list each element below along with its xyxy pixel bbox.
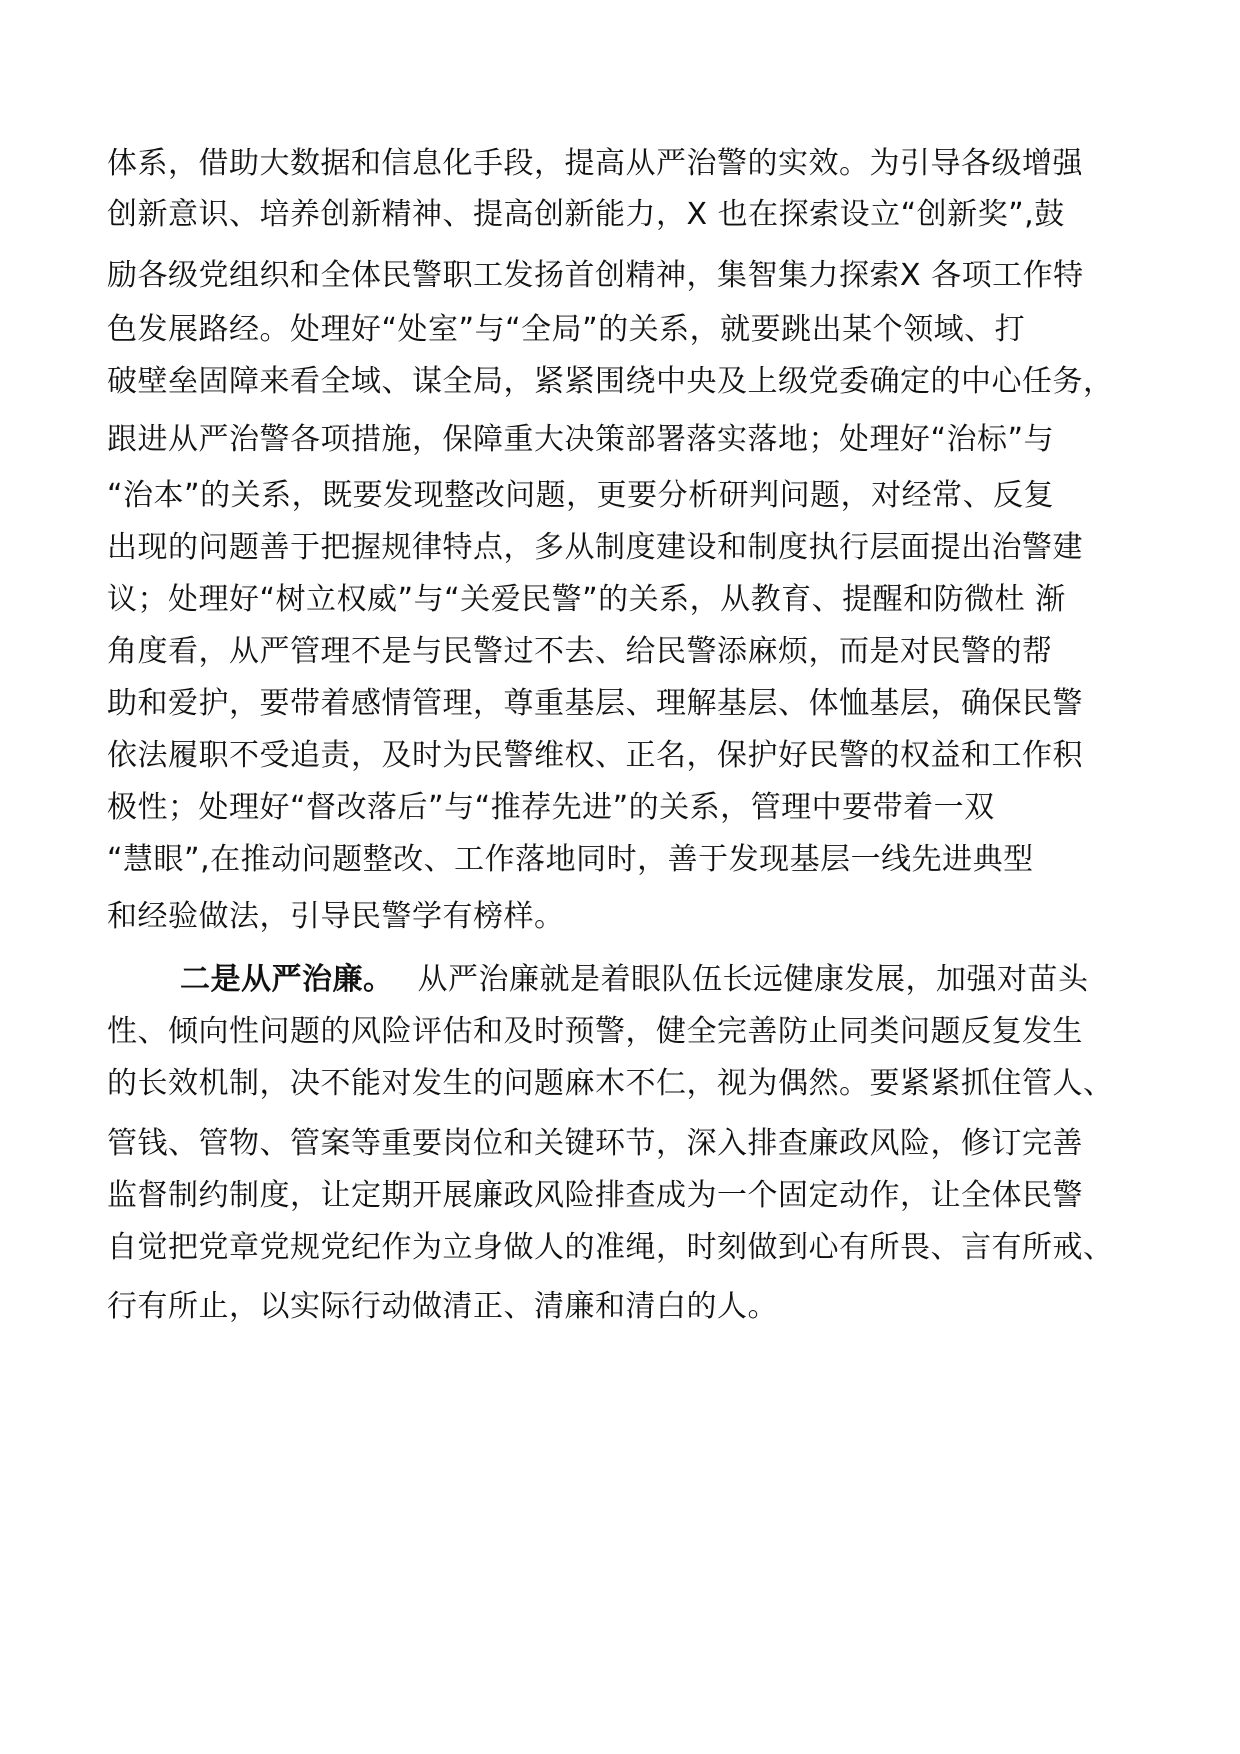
text-line: 议；处理好“树立权威”与“关爱民警”的关系，从教育、提醒和防微杜 渐: [107, 582, 1066, 617]
text-line: 行有所止，以实际行动做清正、清廉和清白的人。: [107, 1289, 778, 1324]
text-line: 和经验做法，引导民警学有榜样。: [107, 899, 565, 934]
text-line: 自觉把党章党规党纪作为立身做人的准绳，时刻做到心有所畏、言有所戒、: [107, 1230, 1114, 1265]
text-line: 依法履职不受追责，及时为民警维权、正名，保护好民警的权益和工作积: [107, 738, 1083, 773]
text-span: 从严治廉就是着眼队伍长远健康发展，加强对苗头: [417, 962, 1089, 997]
text-line: 跟进从严治警各项措施，保障重大决策部署落实落地；处理好“治标”与: [107, 422, 1055, 457]
text-line: 监督制约制度，让定期开展廉政风险排查成为一个固定动作，让全体民警: [107, 1178, 1083, 1213]
text-line: 破壁垒固障来看全域、谋全局，紧紧围绕中央及上级党委确定的中心任务，: [107, 364, 1114, 399]
text-line: 励各级党组织和全体民警职工发扬首创精神，集智集力探索X 各项工作特: [107, 258, 1084, 293]
text-line: 助和爱护，要带着感情管理，尊重基层、理解基层、体恤基层，确保民警: [107, 686, 1083, 721]
text-line: 的长效机制，决不能对发生的问题麻木不仁，视为偶然。要紧紧抓住管人、: [107, 1066, 1114, 1101]
text-line: 体系，借助大数据和信息化手段，提高从严治警的实效。为引导各级增强: [107, 146, 1083, 181]
text-line: 极性；处理好“督改落后”与“推荐先进”的关系，管理中要带着一双: [107, 790, 995, 825]
text-line: 色发展路经。处理好“处室”与“全局”的关系，就要跳出某个领域、打: [107, 312, 1026, 347]
text-line: “慧眼”,在推动问题整改、工作落地同时，善于发现基层一线先进典型: [107, 842, 1034, 877]
text-line: 出现的问题善于把握规律特点，多从制度建设和制度执行层面提出治警建: [107, 530, 1083, 565]
text-line: “治本”的关系，既要发现整改问题，更要分析研判问题，对经常、反复: [107, 478, 1055, 513]
text-line: 创新意识、培养创新精神、提高创新能力，X 也在探索设立“创新奖”,鼓: [107, 197, 1065, 232]
text-line: 角度看，从严管理不是与民警过不去、给民警添麻烦，而是对民警的帮: [107, 634, 1053, 669]
paragraph-first-line: [180, 960, 1089, 1000]
section-heading: 二是从严治廉。: [180, 962, 394, 997]
text-line: 管钱、管物、管案等重要岗位和关键环节，深入排查廉政风险，修订完善: [107, 1126, 1083, 1161]
text-line: 性、倾向性问题的风险评估和及时预警，健全完善防止同类问题反复发生: [107, 1014, 1083, 1049]
